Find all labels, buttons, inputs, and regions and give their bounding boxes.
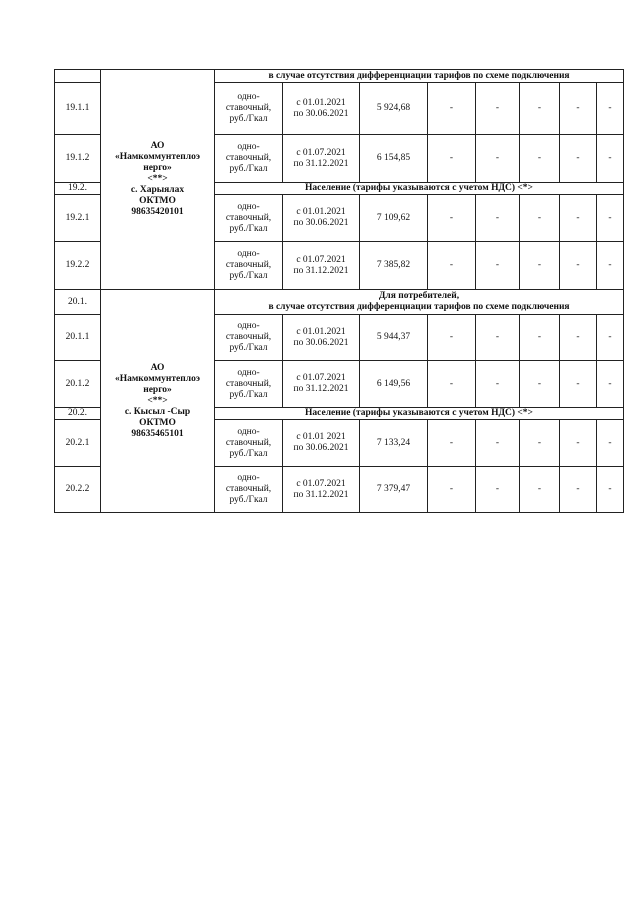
period-cell: с 01.01.2021 по 30.06.2021: [283, 315, 360, 361]
period-cell: с 01.07.2021 по 31.12.2021: [283, 361, 360, 408]
empty-value-cell: -: [476, 467, 520, 513]
row-number-cell: [55, 70, 101, 83]
unit-cell: одно- ставочный, руб./Гкал: [215, 135, 283, 183]
empty-value-cell: -: [597, 83, 624, 135]
table-row: [55, 70, 624, 83]
empty-value-cell: -: [597, 420, 624, 467]
empty-value-cell: -: [428, 467, 476, 513]
empty-value-cell: -: [476, 83, 520, 135]
empty-value-cell: -: [428, 83, 476, 135]
tariff-value-cell: 5 924,68: [360, 83, 428, 135]
row-number-cell: 19.1.2: [55, 135, 101, 183]
row-number-cell: 20.2.2: [55, 467, 101, 513]
empty-value-cell: -: [597, 135, 624, 183]
empty-value-cell: -: [428, 420, 476, 467]
empty-value-cell: -: [560, 361, 597, 408]
tariff-value-cell: 6 154,85: [360, 135, 428, 183]
row-number-cell: 19.1.1: [55, 83, 101, 135]
category-header: Население (тарифы указываются с учетом НДС) <*>: [215, 183, 624, 195]
empty-value-cell: -: [428, 135, 476, 183]
row-number-cell: 20.2.: [55, 408, 101, 420]
empty-value-cell: -: [476, 242, 520, 290]
tariff-value-cell: 7 385,82: [360, 242, 428, 290]
category-header: Население (тарифы указываются с учетом НДС) <*>: [215, 408, 624, 420]
empty-value-cell: -: [597, 467, 624, 513]
period-cell: с 01.07.2021 по 31.12.2021: [283, 467, 360, 513]
empty-value-cell: -: [560, 467, 597, 513]
tariff-value-cell: 7 133,24: [360, 420, 428, 467]
empty-value-cell: -: [520, 83, 560, 135]
tariff-value-cell: 7 109,62: [360, 195, 428, 242]
tariff-value-cell: 6 149,56: [360, 361, 428, 408]
empty-value-cell: -: [597, 361, 624, 408]
empty-value-cell: -: [428, 195, 476, 242]
unit-cell: одно- ставочный, руб./Гкал: [215, 242, 283, 290]
period-cell: с 01.07.2021 по 31.12.2021: [283, 135, 360, 183]
table-row: [55, 290, 624, 315]
empty-value-cell: -: [560, 242, 597, 290]
row-number-cell: 20.1.: [55, 290, 101, 315]
period-cell: с 01.01 2021 по 30.06.2021: [283, 420, 360, 467]
empty-value-cell: -: [476, 135, 520, 183]
unit-cell: одно- ставочный, руб./Гкал: [215, 361, 283, 408]
empty-value-cell: -: [560, 420, 597, 467]
organization-cell: АО «Намкоммунтеплоэ нерго» <**> с. Кысыл -Сыр ОКТМО 98635465101: [101, 290, 215, 513]
row-number-cell: 19.2.: [55, 183, 101, 195]
period-cell: с 01.01.2021 по 30.06.2021: [283, 195, 360, 242]
empty-value-cell: -: [428, 242, 476, 290]
row-number-cell: 20.1.1: [55, 315, 101, 361]
row-number-cell: 19.2.1: [55, 195, 101, 242]
category-header: в случае отсутствия дифференциации тарифов по схеме подключения: [215, 70, 624, 83]
empty-value-cell: -: [520, 315, 560, 361]
tariff-table: [54, 69, 624, 513]
empty-value-cell: -: [476, 420, 520, 467]
period-cell: с 01.07.2021 по 31.12.2021: [283, 242, 360, 290]
empty-value-cell: -: [597, 315, 624, 361]
tariff-value-cell: 5 944,37: [360, 315, 428, 361]
unit-cell: одно- ставочный, руб./Гкал: [215, 195, 283, 242]
empty-value-cell: -: [476, 195, 520, 242]
empty-value-cell: -: [476, 315, 520, 361]
empty-value-cell: -: [560, 83, 597, 135]
tariff-value-cell: 7 379,47: [360, 467, 428, 513]
empty-value-cell: -: [560, 195, 597, 242]
empty-value-cell: -: [520, 420, 560, 467]
empty-value-cell: -: [520, 242, 560, 290]
unit-cell: одно- ставочный, руб./Гкал: [215, 420, 283, 467]
category-header: Для потребителей, в случае отсутствия дифференциации тарифов по схеме подключения: [215, 290, 624, 315]
empty-value-cell: -: [597, 242, 624, 290]
row-number-cell: 20.1.2: [55, 361, 101, 408]
empty-value-cell: -: [476, 361, 520, 408]
unit-cell: одно- ставочный, руб./Гкал: [215, 315, 283, 361]
empty-value-cell: -: [428, 361, 476, 408]
empty-value-cell: -: [520, 195, 560, 242]
empty-value-cell: -: [520, 467, 560, 513]
unit-cell: одно- ставочный, руб./Гкал: [215, 467, 283, 513]
row-number-cell: 19.2.2: [55, 242, 101, 290]
empty-value-cell: -: [428, 315, 476, 361]
period-cell: с 01.01.2021 по 30.06.2021: [283, 83, 360, 135]
empty-value-cell: -: [560, 135, 597, 183]
row-number-cell: 20.2.1: [55, 420, 101, 467]
empty-value-cell: -: [520, 361, 560, 408]
empty-value-cell: -: [597, 195, 624, 242]
empty-value-cell: -: [560, 315, 597, 361]
empty-value-cell: -: [520, 135, 560, 183]
unit-cell: одно- ставочный, руб./Гкал: [215, 83, 283, 135]
organization-cell: АО «Намкоммунтеплоэ нерго» <**> с. Харыялах ОКТМО 98635420101: [101, 70, 215, 290]
